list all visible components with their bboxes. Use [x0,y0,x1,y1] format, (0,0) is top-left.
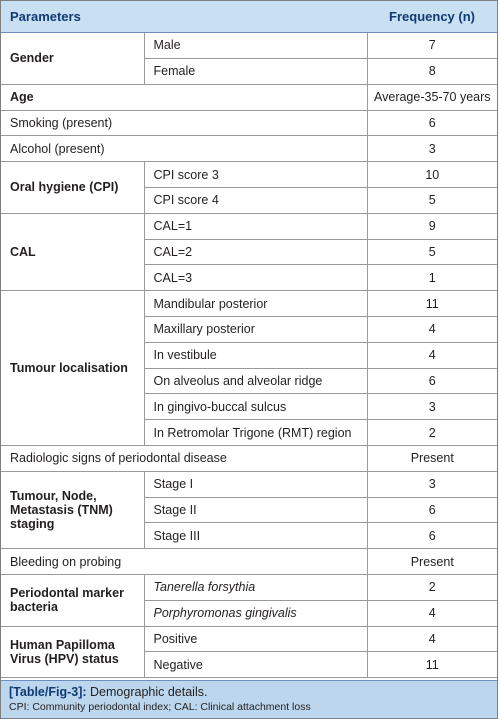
value-cell: 5 [367,239,497,265]
table-row [1,213,497,239]
caption-text: Demographic details. [90,685,208,699]
sub-label: CPI score 4 [144,187,367,213]
demographic-table [1,1,497,678]
value-cell: 5 [367,187,497,213]
table-row [1,549,497,575]
value-cell: 1 [367,265,497,291]
sub-label: In gingivo-buccal sulcus [144,394,367,420]
group-label: Oral hygiene (CPI) [1,162,144,214]
table-caption [1,680,497,718]
table-row [1,471,497,497]
value-cell: 8 [367,58,497,84]
value-cell: 9 [367,213,497,239]
value-cell: 7 [367,33,497,59]
value-cell: 4 [367,342,497,368]
value-cell: 6 [367,110,497,136]
value-cell: 3 [367,394,497,420]
sub-label: CAL=2 [144,239,367,265]
group-label: CAL [1,213,144,290]
sub-label: Negative [144,652,367,678]
sub-label: Male [144,33,367,59]
caption-note: CPI: Community periodontal index; CAL: Clinical attachment loss [9,701,311,713]
value-cell: 10 [367,162,497,188]
sub-label: Positive [144,626,367,652]
sub-label: In Retromolar Trigone (RMT) region [144,420,367,446]
group-label: Tumour localisation [1,291,144,446]
table-row [1,136,497,162]
value-cell: 2 [367,574,497,600]
sub-label: Stage I [144,471,367,497]
sub-label: Tanerella forsythia [144,574,367,600]
row-label: Smoking (present) [1,110,367,136]
table-row [1,626,497,652]
table-row [1,162,497,188]
header-frequency: Frequency (n) [367,1,497,33]
sub-label: Maxillary posterior [144,316,367,342]
group-label: Human Papilloma Virus (HPV) status [1,626,144,678]
sub-label: CAL=3 [144,265,367,291]
table-row [1,33,497,59]
value-cell: 11 [367,652,497,678]
sub-label: Stage III [144,523,367,549]
table-row [1,574,497,600]
value-cell: Present [367,445,497,471]
value-cell: 6 [367,368,497,394]
sub-label: Female [144,58,367,84]
sub-label: Stage II [144,497,367,523]
value-cell: Present [367,549,497,575]
value-cell: 4 [367,316,497,342]
table-row [1,445,497,471]
caption-title [9,684,497,700]
value-cell: 6 [367,497,497,523]
sub-label: On alveolus and alveolar ridge [144,368,367,394]
group-label: Tumour, Node, Metastasis (TNM) staging [1,471,144,548]
row-label: Radiologic signs of periodontal disease [1,445,367,471]
header-parameters: Parameters [1,1,367,33]
group-label: Periodontal marker bacteria [1,574,144,626]
caption-ref: [Table/Fig-3]: [9,685,87,699]
value-cell: Average-35-70 years [367,84,497,110]
table-row [1,110,497,136]
table-row [1,291,497,317]
sub-label: In vestibule [144,342,367,368]
value-cell: 4 [367,626,497,652]
group-label: Age [1,84,367,110]
sub-label: CPI score 3 [144,162,367,188]
value-cell: 11 [367,291,497,317]
sub-label: Mandibular posterior [144,291,367,317]
table-row [1,84,497,110]
table-header-row [1,1,497,33]
value-cell: 3 [367,471,497,497]
value-cell: 2 [367,420,497,446]
value-cell: 6 [367,523,497,549]
sub-label: CAL=1 [144,213,367,239]
sub-label: Porphyromonas gingivalis [144,600,367,626]
row-label: Bleeding on probing [1,549,367,575]
group-label: Gender [1,33,144,85]
row-label: Alcohol (present) [1,136,367,162]
value-cell: 4 [367,600,497,626]
value-cell: 3 [367,136,497,162]
